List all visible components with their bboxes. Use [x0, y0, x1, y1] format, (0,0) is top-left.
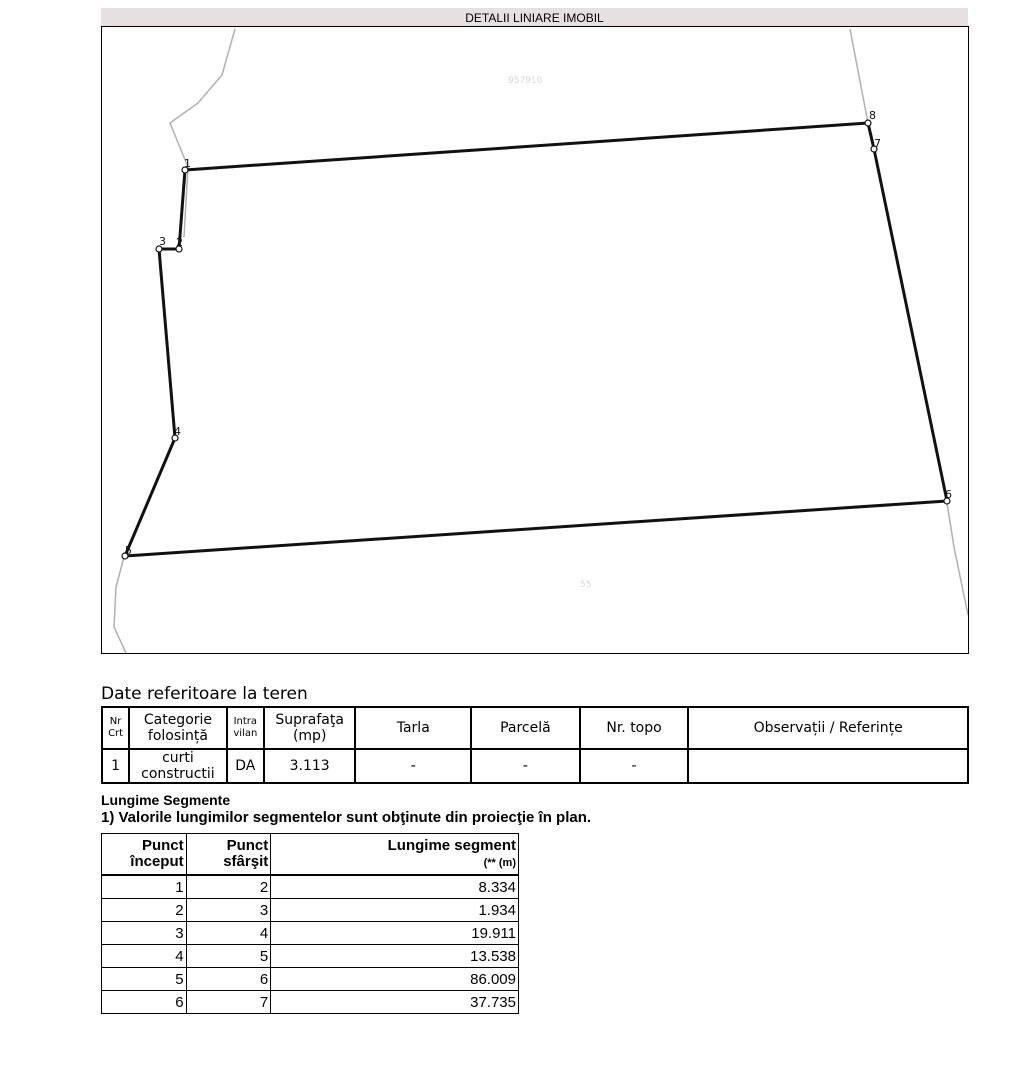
vertex-label: 2 [176, 236, 183, 249]
vertex-label: 4 [174, 425, 181, 438]
vertex-label: 6 [945, 488, 952, 501]
table-row [102, 945, 519, 968]
segment-start: 1 [102, 875, 187, 899]
segment-start: 2 [102, 899, 187, 922]
header-punct-sfarsit: Punct sfârşit [186, 834, 271, 876]
segment-length: 19.911 [271, 922, 519, 945]
header-parcela: Parcelă [471, 707, 580, 749]
neighbor-parcel-number: 55 [580, 580, 592, 590]
table-row [102, 899, 519, 922]
segment-end: 2 [186, 875, 271, 899]
cell-categorie: curti constructii [129, 749, 227, 783]
table-row [102, 922, 519, 945]
segments-note: 1) Valorile lungimilor segmentelor sunt obţinute din proiecţie în plan. [101, 809, 592, 826]
header-tarla: Tarla [355, 707, 471, 749]
header-observatii: Observații / Referințe [688, 707, 968, 749]
teren-section-title: Date referitoare la teren [101, 684, 308, 704]
parcel-map-drawing [102, 27, 968, 653]
table-row [102, 875, 519, 899]
teren-data-row [102, 749, 968, 783]
header-lungime-segment: Lungime segment (** (m) [271, 834, 519, 876]
neighbor-parcel-number: 957910 [508, 76, 543, 86]
vertex-label: 1 [184, 157, 191, 170]
vertex-label: 7 [874, 137, 881, 150]
neighbor-boundary-left [170, 29, 235, 237]
cell-suprafata: 3.113 [264, 749, 356, 783]
vertex-markers [122, 120, 950, 559]
segment-length: 1.934 [271, 899, 519, 922]
table-row [102, 991, 519, 1014]
segments-table [101, 833, 519, 1014]
segment-start: 6 [102, 991, 187, 1014]
segment-start: 3 [102, 922, 187, 945]
cell-observatii [688, 749, 968, 783]
cell-tarla: - [355, 749, 471, 783]
cell-parcela: - [471, 749, 580, 783]
segment-end: 7 [186, 991, 271, 1014]
segment-length: 86.009 [271, 968, 519, 991]
header-categorie: Categorie folosință [129, 707, 227, 749]
segment-length: 8.334 [271, 875, 519, 899]
header-intravilan: Intra vilan [227, 707, 264, 749]
teren-header-row [102, 707, 968, 749]
segment-start: 4 [102, 945, 187, 968]
cell-intravilan: DA [227, 749, 264, 783]
neighbor-boundary-left-lower [114, 557, 126, 653]
neighbor-boundary-right-lower [947, 503, 968, 615]
header-nr-topo: Nr. topo [580, 707, 689, 749]
segment-end: 6 [186, 968, 271, 991]
parcel-map [101, 26, 969, 654]
segment-end: 4 [186, 922, 271, 945]
segment-end: 3 [186, 899, 271, 922]
section-header [101, 8, 968, 26]
cell-nr: 1 [102, 749, 129, 783]
table-row [102, 968, 519, 991]
header-punct-inceput: Punct început [102, 834, 187, 876]
vertex-label: 8 [869, 109, 876, 122]
segments-header-row [102, 834, 519, 876]
segment-length: 13.538 [271, 945, 519, 968]
header-nr-crt: Nr Crt [102, 707, 129, 749]
segments-section-title: Lungime Segmente [101, 792, 231, 808]
teren-table [101, 706, 969, 784]
segment-start: 5 [102, 968, 187, 991]
cell-nr-topo: - [580, 749, 689, 783]
header-suprafata: Suprafaţa (mp) [264, 707, 356, 749]
segment-length: 37.735 [271, 991, 519, 1014]
neighbor-boundary-right [850, 29, 868, 123]
section-header-title: DETALII LINIARE IMOBIL [465, 11, 604, 25]
parcel-outline [125, 123, 947, 556]
segment-end: 5 [186, 945, 271, 968]
vertex-label: 3 [159, 235, 166, 248]
vertex-label: 5 [125, 544, 132, 557]
